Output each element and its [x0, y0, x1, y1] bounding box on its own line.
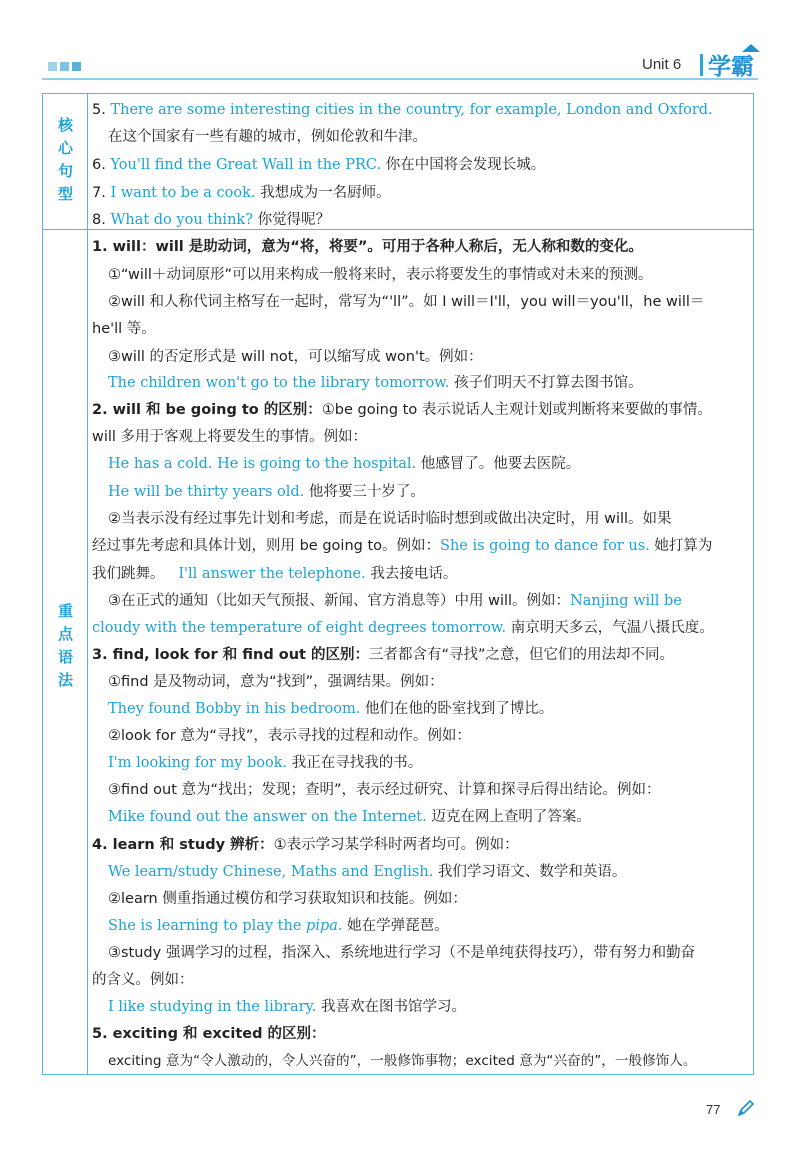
grammar-point-5-heading: 5. exciting 和 excited 的区别：	[92, 1026, 326, 1042]
grammar-line: ②learn 侧重指通过模仿和学习获取知识和技能。例如：	[108, 891, 467, 907]
grammar-point-4-heading: 4. learn 和 study 辨析：①表示学习某学科时两者均可。例如：	[92, 837, 519, 853]
example-sentence: cloudy with the temperature of eight degrees tomorrow. 南京明天多云，气温八摄氏度。	[92, 620, 714, 636]
grammar-line: 的含义。例如：	[92, 972, 194, 988]
grammar-line: 经过事先考虑和具体计划，则用 be going to。例如：She is going to dance for us. 她打算为	[92, 538, 713, 554]
core-sentence-5: 5. There are some interesting cities in the country, for example, London and Oxford.	[92, 102, 713, 118]
core-sentence-5-translation: 在这个国家有一些有趣的城市，例如伦敦和牛津。	[108, 129, 427, 145]
example-sentence: I'm looking for my book. 我正在寻找我的书。	[108, 755, 423, 771]
example-sentence: She is learning to play the pipa. 她在学弹琵琶。	[108, 918, 449, 934]
grammar-line: he'll 等。	[92, 321, 156, 337]
core-sentence-8: 8. What do you think? 你觉得呢？	[92, 212, 331, 228]
example-sentence: He has a cold. He is going to the hospital. 他感冒了。他要去医院。	[108, 456, 581, 472]
side-label-core-sentences: 核 心 句 型	[57, 116, 73, 203]
grammar-line: ③study 强调学习的过程，指深入、系统地进行学习（不是单纯获得技巧），带有努力和勤奋	[108, 945, 696, 961]
grammar-line: will 多用于客观上将要发生的事情。例如：	[92, 429, 368, 445]
example-sentence: Mike found out the answer on the Internet. 迈克在网上查明了答案。	[108, 809, 591, 825]
grammar-line: ③will 的否定形式是 will not，可以缩写成 won't。例如：	[108, 349, 483, 365]
pencil-icon	[736, 1098, 756, 1118]
header-rule	[42, 78, 758, 80]
page-number: 77	[706, 1102, 721, 1117]
core-sentence-6: 6. You'll find the Great Wall in the PRC. 你在中国将会发现长城。	[92, 157, 546, 173]
grammar-point-3-heading: 3. find, look for 和 find out 的区别：三者都含有“寻找”之意，但它们的用法却不同。	[92, 647, 675, 663]
grammar-line: exciting 意为“令人激动的，令人兴奋的”，一般修饰事物；excited 意为“兴奋的”，一般修饰人。	[108, 1053, 697, 1069]
grammar-line: 我们跳舞。 I'll answer the telephone. 我去接电话。	[92, 566, 458, 582]
example-sentence: He will be thirty years old. 他将要三十岁了。	[108, 484, 425, 500]
example-sentence: The children won't go to the library tomorrow. 孩子们明天不打算去图书馆。	[108, 375, 643, 391]
grammar-line: ②当表示没有经过事先计划和考虑，而是在说话时临时想到或做出决定时，用 will。如果	[108, 511, 672, 527]
unit-label: Unit 6	[642, 56, 682, 73]
example-sentence: I like studying in the library. 我喜欢在图书馆学习。	[108, 999, 467, 1015]
graduation-cap-icon	[742, 44, 760, 52]
side-label-key-grammar: 重 点 语 法	[57, 602, 73, 689]
column-divider	[87, 93, 88, 1075]
grammar-line: ③find out 意为“找出；发现；查明”，表示经过研究、计算和探寻后得出结论。例如：	[108, 782, 661, 798]
grammar-line: ①find 是及物动词，意为“找到”，强调结果。例如：	[108, 674, 444, 690]
header-decoration	[48, 62, 81, 71]
grammar-line: ②look for 意为“寻找”，表示寻找的过程和动作。例如：	[108, 728, 471, 744]
grammar-point-1-heading: 1. will：will 是助动词，意为“将，将要”。可用于各种人称后，无人称和数的变化。	[92, 239, 643, 255]
example-sentence: We learn/study Chinese, Maths and English. 我们学习语文、数学和英语。	[108, 864, 627, 880]
grammar-point-2-heading: 2. will 和 be going to 的区别：①be going to 表示说话人主观计划或判断将来要做的事情。	[92, 402, 712, 418]
grammar-line: ①“will＋动词原形”可以用来构成一般将来时，表示将要发生的事情或对未来的预测。	[108, 267, 653, 283]
grammar-line: ②will 和人称代词主格写在一起时，常写为“'ll”。如 I will＝I'll，you will＝you'll，he will＝	[108, 294, 705, 310]
example-sentence: They found Bobby in his bedroom. 他们在他的卧室找到了博比。	[108, 701, 554, 717]
brand-logo: 学霸	[708, 54, 754, 80]
grammar-line: ③在正式的通知（比如天气预报、新闻、官方消息等）中用 will。例如：Nanjing will be	[108, 593, 682, 609]
core-sentence-7: 7. I want to be a cook. 我想成为一名厨师。	[92, 185, 391, 201]
header-separator	[700, 54, 703, 76]
